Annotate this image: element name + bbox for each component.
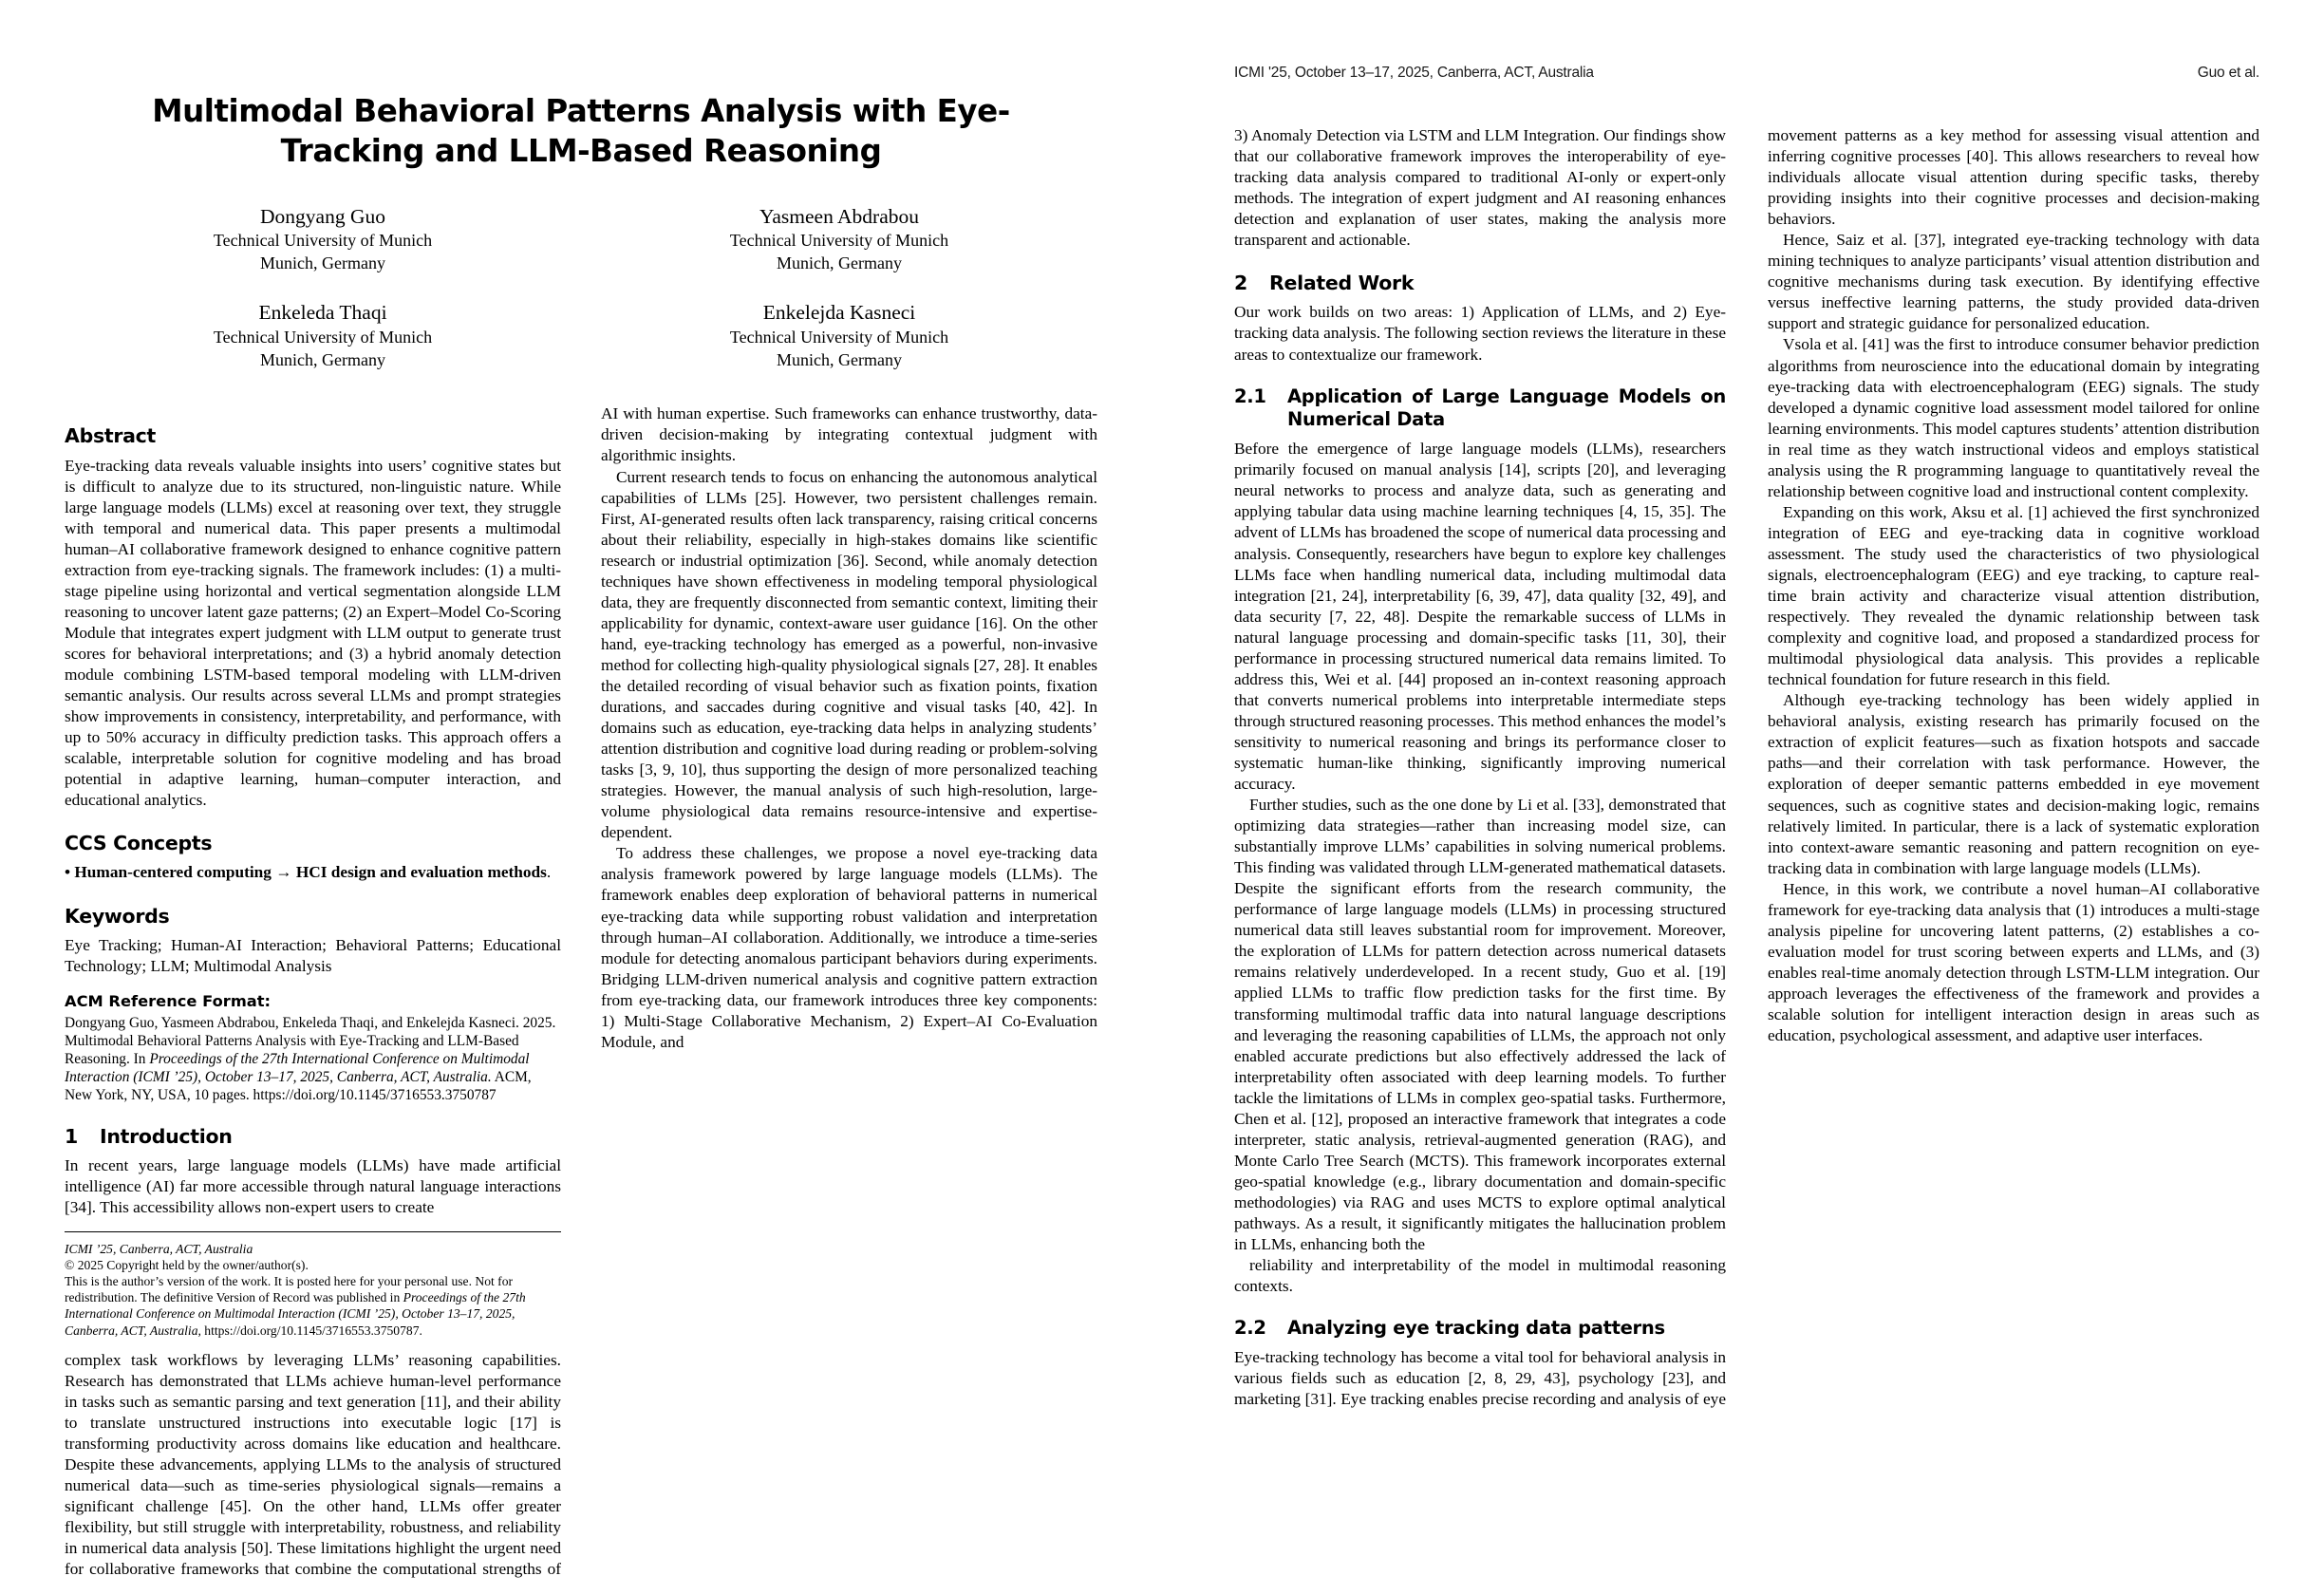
col3-continued: reliability and interpretability of the model in multimodal reasoning contexts. <box>1234 1256 1726 1296</box>
acm-ref-part2: ACM, New York, NY, USA, 10 pages. https://doi.org/10.1145/3716553.3750787 <box>65 1068 532 1103</box>
author-entry <box>65 204 581 275</box>
acm-ref-part1: Dongyang Guo, Yasmeen Abdrabou, Enkeleda Thaqi, and Enkelejda Kasneci. 2025. Multimodal Behavioral Patterns Analysis with Eye-Tracking and LLM-Based Reasoning. In <box>65 1014 556 1067</box>
copyright-notice: This is the author’s version of the work. It is posted here for your personal use. Not for redistribution. The definitive Version of Record was published in <box>65 1274 514 1305</box>
author-name: Enkeleda Thaqi <box>258 300 387 324</box>
copyright-block <box>65 1231 561 1339</box>
heading-acm-reference-format: ACM Reference Format: <box>65 991 272 1010</box>
author-entry <box>581 300 1097 371</box>
subsection-2-2-para-1: Eye-tracking technology has become a vital tool for behavioral analysis in various fields such as education [2, 8, 29, 43], psychology [23], and marketing [31]. Eye tracking enables precise recording and analysis of eye movement patterns as a key method for assessing visual attention and inferring cognitive processes [40]. This allows researchers to reveal how individuals allocate visual attention during specific tasks, thereby providing insights into their cognitive processes and decision-making behaviors. <box>1234 126 2259 1409</box>
subsection-2-2-para-4: Expanding on this work, Aksu et al. [1] achieved the first synchronized integration of EEG and eye-tracking data in cognitive workload assessment. The study used the characteristics of two physiological signals, electroencephalogram (EEG) and eye tracking, to capture real-time brain activity and characterize visual attention distribution, respectively. They revealed the dynamic relationship between task complexity and cognitive load, and proposed a standardized process for multimodal physiological data analysis. This provides a replicable technical foundation for future research in this field. <box>1768 502 2259 689</box>
subsection-number: 2.1 <box>1234 385 1266 407</box>
subsection-number: 2.2 <box>1234 1317 1266 1340</box>
running-head-authors: Guo et al. <box>2197 65 2259 81</box>
author-location: Munich, Germany <box>777 253 902 273</box>
page-two-columns <box>1234 125 2259 1426</box>
ccs-period: . <box>546 863 552 882</box>
author-affiliation: Technical University of Munich <box>729 327 949 347</box>
abstract-text: Eye-tracking data reveals valuable insights into users’ cognitive states but is difficult to analyze due to its structured, non-linguistic nature. While large language models (LLMs) excel at reasoning over text, they struggle with temporal and numerical data. This paper presents a multimodal human–AI collaborative framework designed to enhance cognitive pattern extraction from eye-tracking signals. The framework includes: (1) a multi-stage pipeline using horizontal and vertical segmentation alongside LLM reasoning to uncover latent gaze patterns; (2) an Expert–Model Co-Scoring Module that integrates expert judgment with LLM output to generate trust scores for behavioral interpretations; and (3) a hybrid anomaly detection module combining LSTM-based temporal modeling with LLM-driven semantic analysis. Our results across several LLMs and prompt strategies show improvements in consistency, interpretability, and performance, with up to 50% accuracy in difficulty prediction tasks. This approach offers a scalable, interpretable solution for cognitive modeling and has broad potential in adaptive learning, human–computer interaction, and educational analytics. <box>65 456 561 810</box>
heading-related-work <box>1234 271 1726 295</box>
subsection-2-2-para-2: Hence, Saiz et al. [37], integrated eye-tracking technology with data mining techniques to analyze participants’ visual attention distribution and cognitive mechanisms during task execution. By identifying effective versus ineffective learning patterns, the study provided data-driven support and strategic guidance for personalized education. <box>1768 231 2259 333</box>
copyright-doi: https://doi.org/10.1145/3716553.3750787. <box>200 1323 422 1338</box>
author-affiliation: Technical University of Munich <box>213 327 433 347</box>
author-entry <box>581 204 1097 275</box>
heading-introduction <box>65 1124 561 1149</box>
keywords-text: Eye Tracking; Human-AI Interaction; Behavioral Patterns; Educational Technology; LLM; Multimodal Analysis <box>65 935 561 975</box>
subsection-title: Analyzing eye tracking data patterns <box>1287 1317 1665 1340</box>
author-name: Dongyang Guo <box>260 204 385 228</box>
running-head <box>1234 65 2259 82</box>
col2-para-1: complex task workflows by leveraging LLMs’ reasoning capabilities. Research has demonstrated that LLMs achieve human-level performance in tasks such as semantic parsing and text generation [11], and their ability to translate unstructured instructions into executable logic [17] is transforming productivity across domains like education and healthcare. Despite these advancements, applying LLMs to the analysis of structured numerical data—such as time-series physiological signals—remains a significant challenge [45]. On the other hand, LLMs offer greater flexibility, but still struggle with interpretability, robustness, and reliability in numerical data analysis [50]. These limitations highlight the urgent need for collaborative frameworks that combine the computational strengths of AI with human expertise. Such frameworks can enhance trustworthy, data-driven decision-making by integrating contextual judgment with algorithmic insights. <box>65 404 1097 1579</box>
author-block <box>65 204 1097 372</box>
ccs-concept-bullet: • Human-centered computing → HCI design and evaluation methods <box>65 863 547 882</box>
acm-ref-italic: Proceedings of the 27th International Conference on Multimodal Interaction (ICMI ’25), October 13–17, 2025, Canberra, ACT, Australia. <box>65 1050 530 1085</box>
heading-subsection-2-1 <box>1234 385 1726 433</box>
heading-keywords: Keywords <box>65 904 170 928</box>
heading-ccs-concepts: CCS Concepts <box>65 832 213 855</box>
section-number: 1 <box>65 1124 78 1148</box>
running-head-venue: ICMI '25, October 13–17, 2025, Canberra, ACT, Australia <box>1234 65 1594 81</box>
author-name: Yasmeen Abdrabou <box>759 204 919 228</box>
col2-para-3: To address these challenges, we propose a novel eye-tracking data analysis framework powered by large language models (LLMs). The framework enables deep exploration of behavioral patterns in numerical eye-tracking data while supporting robust validation and interpretation through human–AI collaboration. Additionally, we introduce a time-series module for detecting anomalous participant behaviors during experiments. Bridging LLM-driven numerical analysis and cognitive pattern extraction from eye-tracking data, our framework introduces three key components: 1) Multi-Stage Collaborative Mechanism, 2) Expert–AI Co-Evaluation Module, and <box>601 844 1097 1051</box>
author-location: Munich, Germany <box>260 253 385 273</box>
page-title: Multimodal Behavioral Patterns Analysis with Eye-Tracking and LLM-Based Reasoning <box>152 93 1010 170</box>
page-one <box>0 0 1162 1579</box>
author-affiliation: Technical University of Munich <box>729 231 949 251</box>
heading-subsection-2-2 <box>1234 1317 1726 1341</box>
heading-abstract: Abstract <box>65 424 157 448</box>
copyright-holder: © 2025 Copyright held by the owner/author(s). <box>65 1258 309 1272</box>
page-two-content <box>1234 65 2259 1432</box>
author-affiliation: Technical University of Munich <box>213 231 433 251</box>
col2-para-2: Current research tends to focus on enhancing the autonomous analytical capabilities of LLMs [25]. However, two persistent challenges remain. First, AI-generated results often lack transparency, raising critical concerns about their reliability, especially in high-stakes domains like scientific research or industrial optimization [36]. Second, while anomaly detection techniques have shown effectiveness in modeling temporal physiological data, they are frequently disconnected from semantic context, limiting their applicability for dynamic, context-aware user guidance [16]. On the other hand, eye-tracking technology has emerged as a powerful, non-invasive method for collecting high-quality physiological signals [27, 28]. It enables the detailed recording of visual behavior such as fixation points, fixation durations, and saccades during cognitive and visual tasks [40, 42]. In domains such as education, eye-tracking data helps in analyzing students’ attention distribution and cognitive load during reading or problem-solving tasks [3, 9, 10], thus supporting the design of more personalized teaching strategies. However, the manual analysis of such high-resolution, large-volume physiological data remains resource-intensive and expertise-dependent. <box>601 467 1097 842</box>
ccs-concepts-text <box>65 862 561 883</box>
subsection-2-2-para-3: Vsola et al. [41] was the first to introduce consumer behavior prediction algorithms from neuroscience into the educational domain by integrating eye-tracking data with electroencephalogram (EEG) signals. The study developed a dynamic cognitive load assessment model tailored for online learning environments. This model captures students’ attention distribution in real time as they watch instructional videos and employs statistical analysis using the R programming language to quantitatively reveal the relationship between cognitive load and instructional content complexity. <box>1768 335 2259 500</box>
subsection-2-1-para-2: Further studies, such as the one done by Li et al. [33], demonstrated that optimizing data strategies—rather than increasing model size, can substantially improve LLMs’ capabilities in solving numerical problems. This finding was validated through LLM-generated mathematical datasets. Despite the significant efforts from the research community, the performance of large language models (LLMs) in processing structured numerical data still leaves substantial room for improvement. Moreover, the exploration of LLMs for pattern detection across numerical datasets remains relatively underdeveloped. In a recent study, Guo et al. [19] applied LLMs to traffic flow prediction tasks for the first time. By transforming multimodal traffic data into natural language descriptions and leveraging the reasoning capabilities of LLMs, the approach not only enabled accurate predictions but also effectively addressed the lack of interpretability often associated with deep learning models. To further tackle the limitations of LLMs in complex geo-spatial tasks. Furthermore, Chen et al. [12], proposed an interactive framework that integrates a code interpreter, static analysis, retrieval-augmented generation (RAG), and Monte Carlo Tree Search (MCTS). This framework incorporates external geo-spatial knowledge (e.g., library documentation and domain-specific methodologies) via RAG and uses MCTS to explore optimal analytical pathways. As a result, it significantly mitigates the hallucination problem in LLMs, enhancing both the <box>1234 796 1726 1254</box>
section-title: Related Work <box>1269 272 1415 295</box>
subsection-2-2-para-5: Although eye-tracking technology has been widely applied in behavioral analysis, existing research has primarily focused on the extraction of explicit features—such as fixation hotspots and saccade paths—and their correlation with task performance. However, the exploration of deeper semantic patterns embedded in eye movement sequences, such as cognitive states and decision-making logic, remains relatively limited. In particular, there is a lack of systematic exploration into context-aware semantic reasoning and pattern recognition on eye-tracking data in combination with large language models (LLMs). <box>1768 691 2259 877</box>
page-one-columns <box>65 403 1097 1595</box>
author-location: Munich, Germany <box>260 349 385 369</box>
section-number: 2 <box>1234 272 1247 295</box>
related-work-intro: Our work builds on two areas: 1) Application of LLMs, and 2) Eye-tracking data analysis. The following section reviews the literature in these areas to contextualize our framework. <box>1234 303 1726 364</box>
contributions-continued: 3) Anomaly Detection via LSTM and LLM Integration. Our findings show that our collaborative framework improves the interoperability of eye-tracking data analysis compared to traditional AI-only or expert-only methods. The integration of expert judgment and AI reasoning enhances detection and explanation of user states, making the analysis more transparent and actionable. <box>1234 126 1726 250</box>
author-name: Enkelejda Kasneci <box>762 300 916 324</box>
copyright-venue-italic: Proceedings of the 27th International Conference on Multimodal Interaction (ICMI ’25), October 13–17, 2025, Canberra, ACT, Australia, <box>65 1290 526 1338</box>
page-two <box>1162 0 2324 1504</box>
copyright-venue: ICMI ’25, Canberra, ACT, Australia <box>65 1241 253 1256</box>
acm-reference-text <box>65 1014 561 1104</box>
section-title: Introduction <box>100 1124 233 1148</box>
page-one-content <box>65 91 1097 1579</box>
author-location: Munich, Germany <box>777 349 902 369</box>
subsection-2-1-para-1: Before the emergence of large language models (LLMs), researchers primarily focused on manual analysis [14], scripts [20], and leveraging neural networks to process and analyze data, such as generating and applying tabular data using machine learning techniques [4, 15, 35]. The advent of LLMs has broadened the scope of numerical data processing and analysis. Consequently, researchers have begun to explore key challenges LLMs face when handling numerical data, including multimodal data integration [21, 24], interpretability [6, 39, 47], data quality [32, 49], and data security [7, 22, 48]. Despite the remarkable success of LLMs in natural language processing and domain-specific tasks [11, 30], their performance in processing structured numerical data remains limited. To address this, Wei et al. [44] proposed an in-context reasoning approach that converts numerical problems into interpretable intermediate steps through structured reasoning processes. This method enhances the model’s sensitivity to numerical reasoning and brings its performance closer to systematic human-like thinking, significantly improving numerical accuracy. <box>1234 440 1726 794</box>
subsection-2-2-para-6: Hence, in this work, we contribute a novel human–AI collaborative framework for eye-tracking data analysis that (1) introduces a multi-stage analysis pipeline for uncovering latent patterns, (2) establishes a co-evaluation model for trust scoring between experts and LLMs, and (3) enables real-time anomaly detection through LSTM-LLM integration. Our approach leverages the effectiveness of the framework and provides a scalable solution for intelligent interaction design in areas such as education, psychological assessment, and adaptive user interfaces. <box>1768 879 2259 1045</box>
introduction-text: In recent years, large language models (LLMs) have made artificial intelligence (AI) far more accessible through natural language interactions [34]. This accessibility allows non-expert users to create <box>65 1155 561 1216</box>
author-entry <box>65 300 581 371</box>
subsection-title: Application of Large Language Models on Numerical Data <box>1287 385 1726 431</box>
